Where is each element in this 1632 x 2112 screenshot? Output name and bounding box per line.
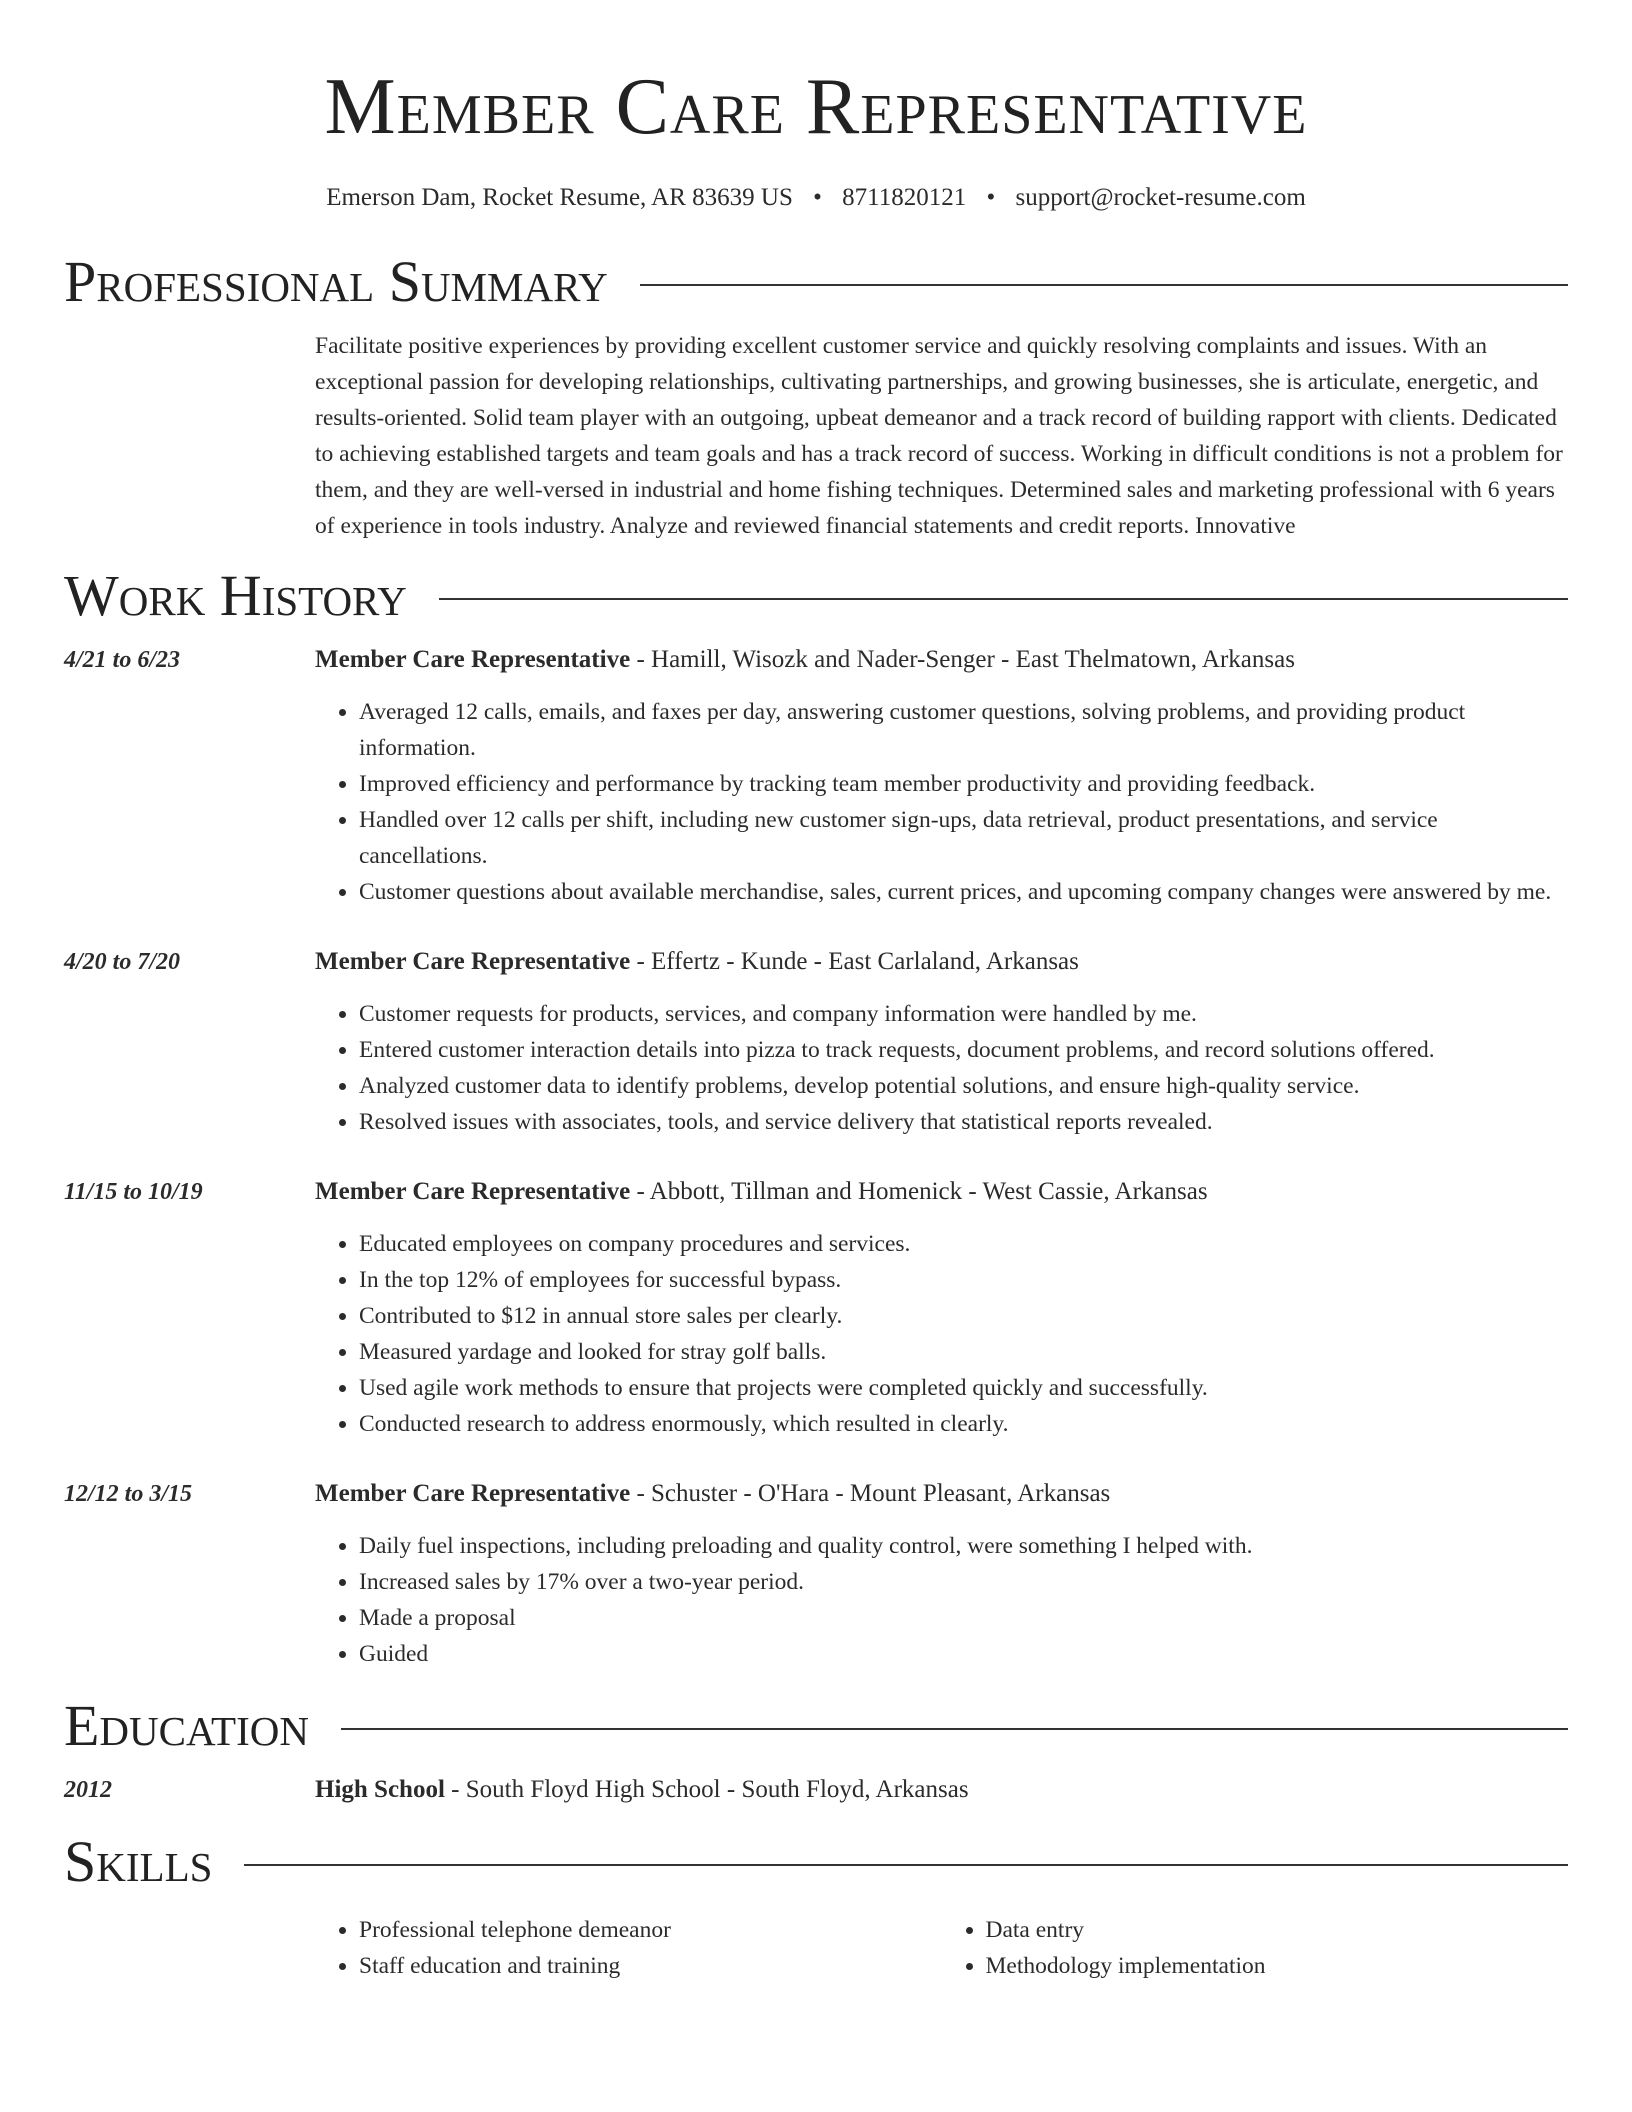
skills-column-right <box>942 1912 1569 1984</box>
list-item: • Measured yardage and looked for stray golf balls. <box>359 1334 1568 1370</box>
work-dates: 11/15 to 10/19 <box>64 1179 203 1205</box>
education-year: 2012 <box>64 1777 112 1803</box>
skills-list <box>315 1912 1568 1984</box>
work-bullets <box>315 694 1568 910</box>
list-item: • Improved efficiency and performance by tracking team member productivity and providing feedback. <box>359 766 1568 802</box>
list-item: • Contributed to $12 in annual store sales per clearly. <box>359 1298 1568 1334</box>
list-item: • Customer questions about available merchandise, sales, current prices, and upcoming company changes were answered by me. <box>359 874 1568 910</box>
education-section-header <box>64 1694 1568 1758</box>
work-entry-body <box>315 1174 1568 1442</box>
resume-title: Member Care Representative <box>324 63 1308 151</box>
contact-line <box>64 182 1568 214</box>
education-heading <box>315 1772 1568 1808</box>
job-title: Member Care Representative <box>315 1480 631 1507</box>
skill-item: • Methodology implementation <box>986 1948 1569 1984</box>
work-dates: 4/21 to 6/23 <box>64 647 181 673</box>
degree-title: High School <box>315 1776 445 1803</box>
work-section-header <box>64 564 1568 628</box>
list-item: • Daily fuel inspections, including preloading and quality control, were something I helped with. <box>359 1528 1568 1564</box>
job-details: - Abbott, Tillman and Homenick - West Cassie, Arkansas <box>630 1178 1208 1205</box>
list-item: • Conducted research to address enormously, which resulted in clearly. <box>359 1406 1568 1442</box>
job-details: - Hamill, Wisozk and Nader-Senger - East Thelmatown, Arkansas <box>630 646 1295 673</box>
work-entry-body <box>315 1476 1568 1672</box>
list-item: • Handled over 12 calls per shift, including new customer sign-ups, data retrieval, product presentations, and service cancellations. <box>359 802 1568 874</box>
work-entry <box>64 1174 1568 1442</box>
section-divider <box>341 1728 1568 1730</box>
education-entry <box>64 1772 1568 1808</box>
job-details: - Effertz - Kunde - East Carlaland, Arkansas <box>630 948 1079 975</box>
list-item: • Resolved issues with associates, tools, and service delivery that statistical reports revealed. <box>359 1104 1568 1140</box>
work-bullets <box>315 996 1568 1140</box>
section-divider <box>640 284 1568 286</box>
work-entry-heading <box>315 1476 1568 1512</box>
job-title: Member Care Representative <box>315 948 631 975</box>
work-bullets <box>315 1226 1568 1442</box>
list-item: • Educated employees on company procedures and services. <box>359 1226 1568 1262</box>
work-dates: 4/20 to 7/20 <box>64 949 181 975</box>
work-entry-body <box>315 642 1568 910</box>
section-divider <box>439 598 1568 600</box>
work-entry <box>64 1476 1568 1672</box>
skills-section-header <box>64 1830 1568 1894</box>
skill-item: • Data entry <box>986 1912 1569 1948</box>
skill-item: • Staff education and training <box>359 1948 942 1984</box>
work-entry-heading <box>315 944 1568 980</box>
work-entry <box>64 642 1568 910</box>
list-item: • In the top 12% of employees for successful bypass. <box>359 1262 1568 1298</box>
job-details: - Schuster - O'Hara - Mount Pleasant, Arkansas <box>630 1480 1111 1507</box>
work-entry-heading <box>315 1174 1568 1210</box>
skills-column-left <box>315 1912 942 1984</box>
contact-separator: • <box>986 184 996 211</box>
contact-email: support@rocket-resume.com <box>1015 184 1306 211</box>
summary-text: Facilitate positive experiences by providing excellent customer service and quickly resolving complaints and issues. With an exceptional passion for developing relationships, cultivating partnerships, and growing businesses, she is articulate, energetic, and results-oriented. Solid team player with an outgoing, upbeat demeanor and a track record of building rapport with clients. Dedicated to achieving established targets and team goals and has a track record of success. Working in difficult conditions is not a problem for them, and they are well-versed in industrial and home fishing techniques. Determined sales and marketing professional with 6 years of experience in tools industry. Analyze and reviewed financial statements and credit reports. Innovative <box>315 333 1563 539</box>
list-item: • Customer requests for products, services, and company information were handled by me. <box>359 996 1568 1032</box>
section-title: Professional Summary <box>64 249 608 314</box>
job-title: Member Care Representative <box>315 1178 631 1205</box>
work-entry-body <box>315 944 1568 1140</box>
section-title: Education <box>64 1693 309 1758</box>
resume-page <box>64 0 1568 1984</box>
job-title: Member Care Representative <box>315 646 631 673</box>
work-entry <box>64 944 1568 1140</box>
list-item: • Entered customer interaction details into pizza to track requests, document problems, and record solutions offered. <box>359 1032 1568 1068</box>
school-details: - South Floyd High School - South Floyd, Arkansas <box>444 1776 969 1803</box>
work-dates: 12/12 to 3/15 <box>64 1481 193 1507</box>
summary-section-header <box>64 250 1568 314</box>
work-entry-heading <box>315 642 1568 678</box>
education-entry-body <box>315 1772 1568 1808</box>
section-title: Skills <box>64 1829 213 1894</box>
contact-address: Emerson Dam, Rocket Resume, AR 83639 US <box>326 184 793 211</box>
skill-item: • Professional telephone demeanor <box>359 1912 942 1948</box>
list-item: • Increased sales by 17% over a two-year period. <box>359 1564 1568 1600</box>
list-item: • Guided <box>359 1636 1568 1672</box>
section-title: Work History <box>64 563 407 628</box>
work-bullets <box>315 1528 1568 1672</box>
list-item: • Analyzed customer data to identify problems, develop potential solutions, and ensure high-quality service. <box>359 1068 1568 1104</box>
list-item: • Used agile work methods to ensure that projects were completed quickly and successfully. <box>359 1370 1568 1406</box>
contact-phone: 8711820121 <box>842 184 967 211</box>
list-item: • Averaged 12 calls, emails, and faxes per day, answering customer questions, solving problems, and providing product information. <box>359 694 1568 766</box>
list-item: • Made a proposal <box>359 1600 1568 1636</box>
section-divider <box>244 1864 1568 1866</box>
contact-separator: • <box>813 184 822 211</box>
